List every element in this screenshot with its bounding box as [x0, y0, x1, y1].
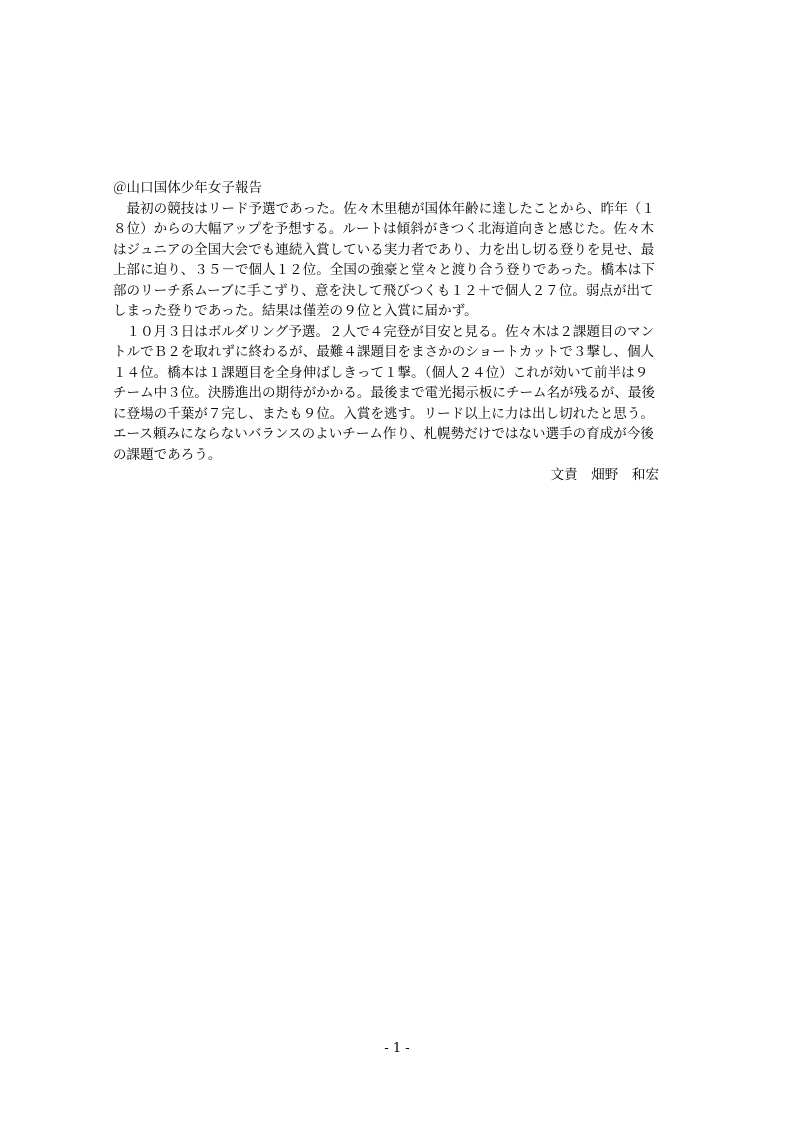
author-signature: 文責 畑野 和宏 — [550, 467, 659, 483]
paragraph-line: はジュニアの全国大会でも連続入賞している実力者であり、力を出し切る登りを見せ、最 — [113, 241, 655, 258]
paragraph-line: 部のリーチ系ムーブに手こずり、意を決して飛びつくも１２＋で個人２７位。弱点が出て — [113, 282, 654, 299]
report-body — [113, 178, 689, 486]
report-heading: ＠山口国体少年女子報告 — [113, 180, 263, 196]
paragraph-line: チーム中３位。決勝進出の期待がかかる。最後まで電光掲示板にチーム名が残るが、最後 — [113, 385, 655, 401]
paragraph-line: しまった登りであった。結果は僅差の９位と入賞に届かず。 — [113, 303, 478, 319]
paragraph-line: ８位）からの大幅アップを予想する。ルートは傾斜がきつく北海道向きと感じた。佐々木 — [113, 221, 655, 237]
paragraph-line: １４位。橋本は１課題目を全身伸ばしきって１撃。（個人２４位）これが効いて前半は９ — [113, 364, 649, 381]
paragraph-line: 最初の競技はリード予選であった。佐々木里穂が国体年齢に達したことから、昨年（１ — [113, 200, 655, 217]
paragraph-line: トルでＢ２を取れずに終わるが、最難４課題目をまさかのショートカットで３撃し、個人 — [113, 344, 655, 360]
page-number: - 1 - — [384, 1041, 410, 1056]
paragraph-line: 上部に迫り、３５－で個人１２位。全国の強豪と堂々と渡り合う登りであった。橋本は下 — [113, 262, 655, 278]
paragraph-line: １０月３日はボルダリング予選。２人で４完登が目安と見る。佐々木は２課題目のマン — [113, 323, 655, 340]
paragraph-line: の課題であろう。 — [113, 446, 222, 463]
paragraph-line: エース頼みにならないバランスのよいチーム作り、札幌勢だけではない選手の育成が今後 — [113, 426, 654, 442]
paragraph-line: に登場の千葉が７完し、またも９位。入賞を逃す。リード以上に力は出し切れたと思う。 — [113, 405, 654, 422]
